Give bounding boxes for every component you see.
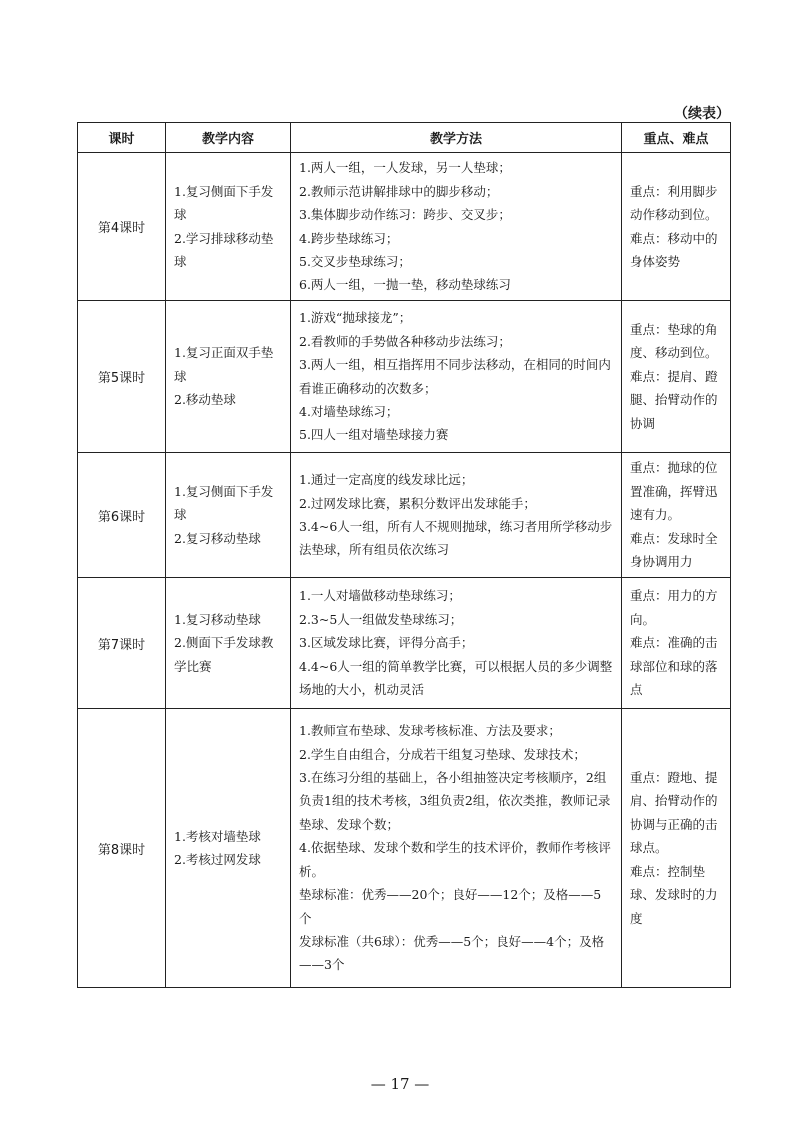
keypoints-cell: [622, 301, 731, 453]
keypoints-cell: [622, 153, 731, 301]
method-item: 2.3~5人一组做发垫球练习；: [299, 611, 463, 627]
method-item: 4.依据垫球、发球个数和学生的技术评价，教师作考核评析。: [299, 840, 611, 879]
methods-cell: [291, 578, 622, 709]
keypoint-item: 难点：发球时全身协调用力: [630, 530, 718, 570]
keypoint-item: 重点：抛球的位置准确，挥臂迅速有力。: [630, 460, 718, 523]
keypoint-item: 难点：移动中的身体姿势: [630, 230, 718, 269]
method-item: 2.教师示范讲解排球中的脚步移动；: [299, 183, 499, 199]
table-header-row: [78, 123, 731, 153]
method-item: 3.集体脚步动作练习：跨步、交叉步；: [299, 207, 511, 223]
content-cell: [166, 578, 291, 709]
period-cell: 第5课时: [78, 301, 166, 453]
method-item: 发球标准（共6球）：优秀——5个；良好——4个；及格——3个: [299, 933, 605, 973]
method-item: 1.游戏“抛球接龙”；: [299, 310, 412, 326]
keypoint-item: 重点：蹬地、提肩、抬臂动作的协调与正确的击球点。: [630, 770, 718, 856]
content-item: 1.复习侧面下手发球: [174, 183, 274, 223]
method-item: 6.两人一组，一抛一垫，移动垫球练习: [299, 277, 511, 293]
method-item: 5.四人一组对墙垫球接力赛: [299, 427, 449, 443]
content-item: 2.移动垫球: [174, 392, 236, 408]
period-cell: 第7课时: [78, 578, 166, 709]
content-item: 2.侧面下手发球教学比赛: [174, 635, 274, 674]
content-cell: [166, 709, 291, 988]
header-methods: 教学方法: [291, 123, 622, 153]
content-item: 2.学习排球移动垫球: [174, 230, 274, 269]
keypoints-cell: [622, 453, 731, 578]
keypoint-item: 难点：准确的击球部位和球的落点: [630, 635, 718, 698]
table-row: [78, 453, 731, 578]
method-item: 4.4~6人一组的简单教学比赛，可以根据人员的多少调整场地的大小，机动灵活: [299, 658, 613, 698]
lesson-plan-table: [77, 122, 731, 988]
method-item: 2.学生自由组合，分成若干组复习垫球、发球技术；: [299, 746, 586, 762]
content-item: 1.考核对墙垫球: [174, 828, 261, 844]
table-row: [78, 578, 731, 709]
header-content: 教学内容: [166, 123, 291, 153]
table-row: [78, 153, 731, 301]
keypoints-cell: [622, 578, 731, 709]
content-item: 1.复习正面双手垫球: [174, 345, 274, 384]
keypoint-item: 重点：垫球的角度、移动到位。: [630, 321, 718, 361]
keypoints-cell: [622, 709, 731, 988]
content-item: 2.复习移动垫球: [174, 530, 261, 546]
keypoint-item: 难点：控制垫球、发球时的力度: [630, 863, 718, 926]
method-item: 1.两人一组，一人发球，另一人垫球；: [299, 160, 511, 176]
method-item: 3.在练习分组的基础上，各小组抽签决定考核顺序，2组负责1组的技术考核，3组负责2组，依次类推，教师记录垫球、发球个数；: [299, 770, 611, 832]
content-item: 1.复习移动垫球: [174, 611, 261, 627]
keypoint-item: 重点：用力的方向。: [630, 588, 718, 627]
header-period: 课时: [78, 123, 166, 153]
method-item: 垫球标准：优秀——20个；良好——12个；及格——5个: [299, 887, 602, 926]
method-item: 4.跨步垫球练习；: [299, 230, 399, 246]
method-item: 5.交叉步垫球练习；: [299, 253, 411, 269]
page-number: — 17 —: [370, 1075, 430, 1093]
method-item: 1.通过一定高度的线发球比远；: [299, 472, 474, 488]
content-cell: [166, 153, 291, 301]
method-item: 1.一人对墙做移动垫球练习；: [299, 588, 461, 604]
method-item: 1.教师宣布垫球、发球考核标准、方法及要求；: [299, 723, 561, 739]
continued-label: （续表）: [674, 106, 730, 122]
method-item: 3.4~6人一组，所有人不规则抛球，练习者用所学移动步法垫球，所有组员依次练习: [299, 519, 613, 558]
table-row: [78, 709, 731, 988]
content-item: 2.考核过网发球: [174, 852, 261, 867]
keypoint-item: 重点：利用脚步动作移动到位。: [630, 183, 718, 223]
period-cell: 第6课时: [78, 453, 166, 578]
content-cell: [166, 301, 291, 453]
methods-cell: [291, 301, 622, 453]
period-cell: 第4课时: [78, 153, 166, 301]
content-cell: [166, 453, 291, 578]
method-item: 4.对墙垫球练习；: [299, 403, 399, 419]
method-item: 2.过网发球比赛，累积分数评出发球能手；: [299, 495, 536, 511]
methods-cell: [291, 153, 622, 301]
header-keypoints: 重点、难点: [622, 123, 731, 153]
method-item: 3.区域发球比赛，评得分高手；: [299, 635, 474, 651]
content-item: 1.复习侧面下手发球: [174, 483, 274, 523]
method-item: 3.两人一组，相互指挥用不同步法移动，在相同的时间内看谁正确移动的次数多；: [299, 357, 611, 396]
methods-cell: [291, 453, 622, 578]
period-cell: 第8课时: [78, 709, 166, 988]
methods-cell: [291, 709, 622, 988]
keypoint-item: 难点：提肩、蹬腿、抬臂动作的协调: [630, 368, 718, 431]
table-row: [78, 301, 731, 453]
method-item: 2.看教师的手势做各种移动步法练习；: [299, 333, 511, 349]
